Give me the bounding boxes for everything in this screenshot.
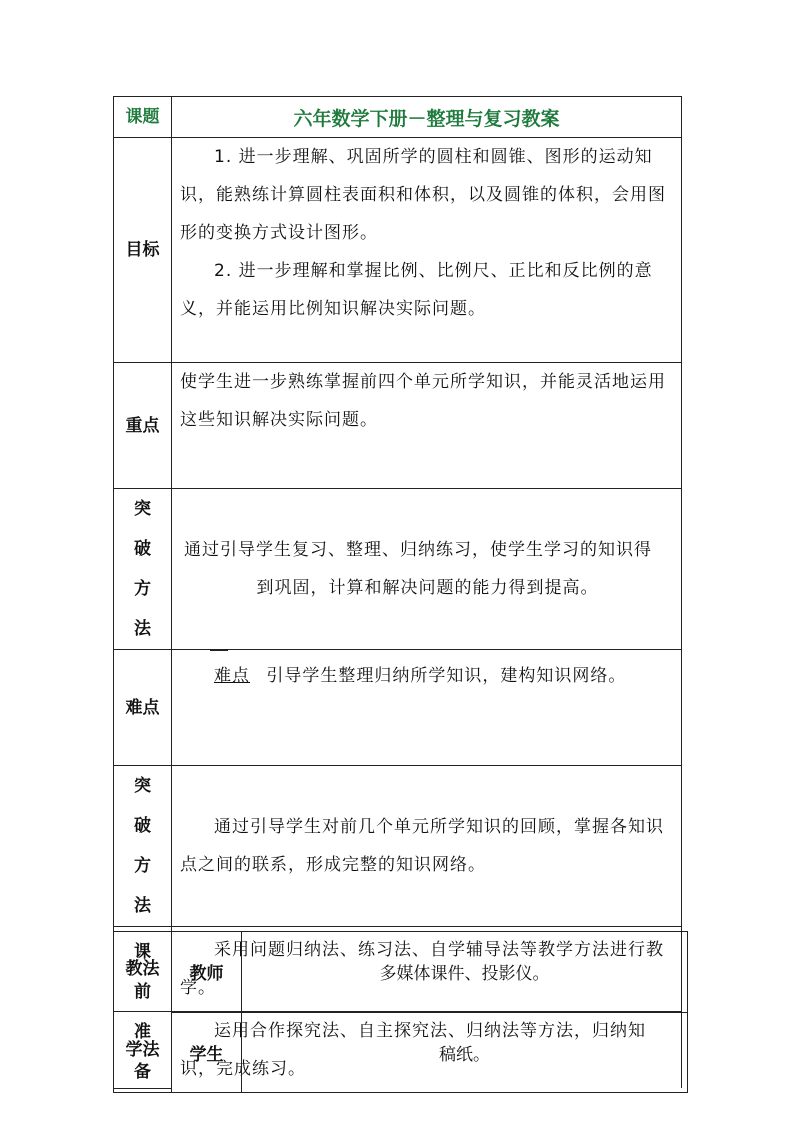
teacher-materials: 多媒体课件、投影仪。 — [242, 932, 688, 1013]
breakthrough-1-line2: 到巩固，计算和解决问题的能力得到提高。 — [256, 578, 599, 598]
goals-row — [114, 138, 682, 363]
difficulty-text: 引导学生整理归纳所学知识，建构知识网络。 — [266, 666, 627, 686]
lesson-title: 六年数学下册－整理与复习教案 — [172, 97, 682, 138]
teaching-method-text: 采用问题归纳法、练习法、自学辅导法等教学方法进行教学。 — [180, 940, 664, 998]
student-role: 学生 — [172, 1012, 242, 1093]
difficulty-marker: 难点 — [214, 666, 250, 686]
difficulty-content — [172, 650, 682, 766]
preparation-label: 课前准备 — [114, 932, 172, 1093]
preparation-row-student — [114, 1012, 688, 1093]
key-point-text: 使学生进一步熟练掌握前四个单元所学知识，并能灵活地运用这些知识解决实际问题。 — [180, 372, 666, 430]
topic-label: 课题 — [114, 97, 172, 138]
breakthrough-2-label: 突破方法 — [114, 766, 172, 927]
breakthrough-1-row — [114, 489, 682, 650]
goal-item-2: 2. 进一步理解和掌握比例、比例尺、正比和反比例的意义，并能运用比例知识解决实际问题。 — [180, 261, 653, 319]
teacher-role: 教师 — [172, 932, 242, 1013]
teaching-method-label: 教法 — [114, 927, 172, 1012]
student-materials: 稿纸。 — [242, 1012, 688, 1093]
key-point-row — [114, 363, 682, 489]
breakthrough-2-text: 通过引导学生对前几个单元所学知识的回顾，掌握各知识点之间的联系，形成完整的知识网络。 — [180, 817, 664, 875]
key-point-label: 重点 — [114, 363, 172, 489]
title-row — [114, 97, 682, 138]
preparation-table — [113, 931, 688, 1093]
goals-content — [172, 138, 682, 363]
goals-label: 目标 — [114, 138, 172, 363]
breakthrough-2-content — [172, 766, 682, 927]
dash-mark — [210, 650, 228, 651]
learning-method-label: 学法 — [114, 1012, 172, 1089]
difficulty-label: 难点 — [114, 650, 172, 766]
breakthrough-1-line1: 通过引导学生复习、整理、归纳练习，使学生学习的知识得 — [184, 540, 652, 560]
difficulty-row — [114, 650, 682, 766]
breakthrough-1-label: 突破方法 — [114, 489, 172, 650]
learning-method-text: 运用合作探究法、自主探究法、归纳法等方法，归纳知识，完成练习。 — [180, 1021, 646, 1079]
preparation-row-teacher — [114, 932, 688, 1013]
goal-item-1: 1. 进一步理解、巩固所学的圆柱和圆锥、图形的运动知识，能熟练计算圆柱表面积和体积，以及圆锥的体积，会用图形的变换方式设计图形。 — [180, 147, 666, 243]
key-point-content — [172, 363, 682, 489]
breakthrough-1-content — [172, 489, 682, 650]
breakthrough-2-row — [114, 766, 682, 927]
